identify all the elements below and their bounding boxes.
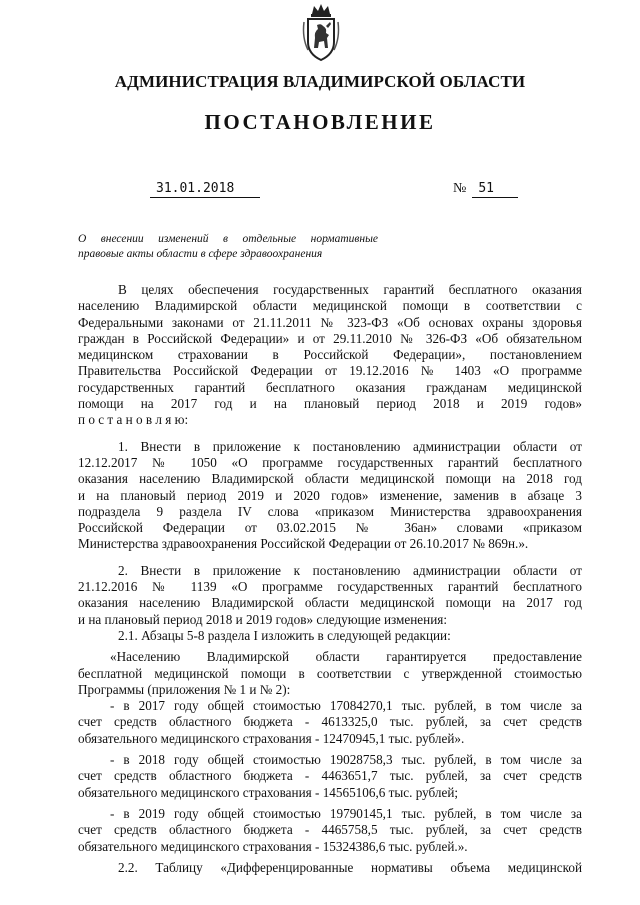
subject-line: О внесении изменений в отдельные нормативные bbox=[78, 233, 378, 245]
text-line: и на плановый период 2019 и 2020 годов» изменение, заменив в абзаце 3 bbox=[78, 487, 582, 503]
text-line: В целях обеспечения государственных гарантий бесплатного оказания bbox=[118, 282, 582, 297]
text-line: счет средств областного бюджета - 4613325,0 тыс. рублей, за счет средств bbox=[78, 714, 582, 730]
text-line: оказания населению Владимирской области медицинской помощи на 2017 год bbox=[78, 595, 582, 611]
item-2-2-line: 2.2. Таблицу «Дифференцированные нормативы объема медицинской bbox=[118, 859, 582, 875]
subject-line: правовые акты области в сфере здравоохранения bbox=[78, 248, 323, 260]
document-number-block bbox=[453, 180, 518, 198]
text-line: населению Владимирской области медицинской помощи в соответствии с bbox=[78, 298, 582, 314]
resolution-word: п о с т а н о в л я ю: bbox=[78, 412, 189, 428]
text-line: счет средств областного бюджета - 4463651,7 тыс. рублей, за счет средств bbox=[78, 768, 582, 784]
document-number: 51 bbox=[472, 180, 518, 198]
item-2-1-line: 2.1. Абзацы 5-8 раздела I изложить в следующей редакции: bbox=[118, 627, 451, 643]
text-line: медицинском страховании в Российской Федерации», постановлением bbox=[78, 347, 582, 363]
text-line: - в 2017 году общей стоимостью 17084270,1 тыс. рублей, в том числе за bbox=[110, 698, 582, 714]
text-line: 2. Внести в приложение к постановлению администрации области от bbox=[118, 562, 582, 578]
text-line: граждан в Российской Федерации» и от 29.11.2010 № 326-ФЗ «Об обязательном bbox=[78, 330, 582, 346]
item-1-paragraph bbox=[78, 439, 582, 553]
text-line: обязательного медицинского страхования - 15324386,6 тыс. рублей.». bbox=[78, 838, 468, 854]
coat-of-arms-icon bbox=[300, 2, 342, 64]
text-line: и на плановый период 2018 и 2019 годов» следующие изменения: bbox=[78, 611, 448, 627]
text-line: Министерства здравоохранения Российской Федерации от 26.10.2017 № 869н.». bbox=[78, 536, 529, 552]
text-line: Правительства Российской Федерации от 19.12.2016 № 1403 «О программе bbox=[78, 363, 582, 379]
text-line: обязательного медицинского страхования - 12470945,1 тыс. рублей». bbox=[78, 730, 465, 746]
text-line: бесплатной медицинской помощи в соответствии с утвержденной стоимостью bbox=[78, 665, 582, 681]
document-date: 31.01.2018 bbox=[150, 180, 260, 198]
cost-2019-paragraph bbox=[78, 806, 582, 855]
text-line: 1. Внести в приложение к постановлению администрации области от bbox=[118, 438, 582, 454]
document-body bbox=[78, 282, 582, 876]
text-line: - в 2018 году общей стоимостью 19028758,3 тыс. рублей, в том числе за bbox=[110, 752, 582, 768]
quoted-paragraph bbox=[78, 649, 582, 698]
text-line: «Населению Владимирской области гарантируется предоставление bbox=[110, 649, 582, 665]
document-subject bbox=[78, 232, 378, 262]
cost-2017-paragraph bbox=[78, 698, 582, 747]
text-line: счет средств областного бюджета - 4465758,5 тыс. рублей, за счет средств bbox=[78, 822, 582, 838]
text-line: оказания населению Владимирской области медицинской помощи на 2018 год bbox=[78, 471, 582, 487]
cost-2018-paragraph bbox=[78, 752, 582, 801]
text-line: Российской Федерации от 03.02.2015 № 36ан» словами «приказом bbox=[78, 520, 582, 536]
number-sign: № bbox=[453, 181, 467, 196]
text-line: подраздела 9 раздела IV слова «приказом Министерства здравоохранения bbox=[78, 503, 582, 519]
text-line: помощи на 2017 год и на плановый период 2018 и 2019 годов» bbox=[78, 396, 582, 412]
text-line: - в 2019 году общей стоимостью 19790145,1 тыс. рублей, в том числе за bbox=[110, 805, 582, 821]
text-line: государственных гарантий бесплатного оказания гражданам медицинской bbox=[78, 379, 582, 395]
text-line: Программы (приложения № 1 и № 2): bbox=[78, 681, 291, 697]
document-type-title: ПОСТАНОВЛЕНИЕ bbox=[204, 110, 436, 134]
item-2-paragraph bbox=[78, 563, 582, 628]
text-line: 12.12.2017 № 1050 «О программе государственных гарантий бесплатного bbox=[78, 454, 582, 470]
text-line: 21.12.2016 № 1139 «О программе государственных гарантий бесплатного bbox=[78, 579, 582, 595]
text-line: Федеральными законами от 21.11.2011 № 323-ФЗ «Об основах охраны здоровья bbox=[78, 314, 582, 330]
preamble-paragraph bbox=[78, 282, 582, 429]
text-line: обязательного медицинского страхования - 14565106,6 тыс. рублей; bbox=[78, 784, 459, 800]
organization-title: АДМИНИСТРАЦИЯ ВЛАДИМИРСКОЙ ОБЛАСТИ bbox=[114, 72, 526, 91]
